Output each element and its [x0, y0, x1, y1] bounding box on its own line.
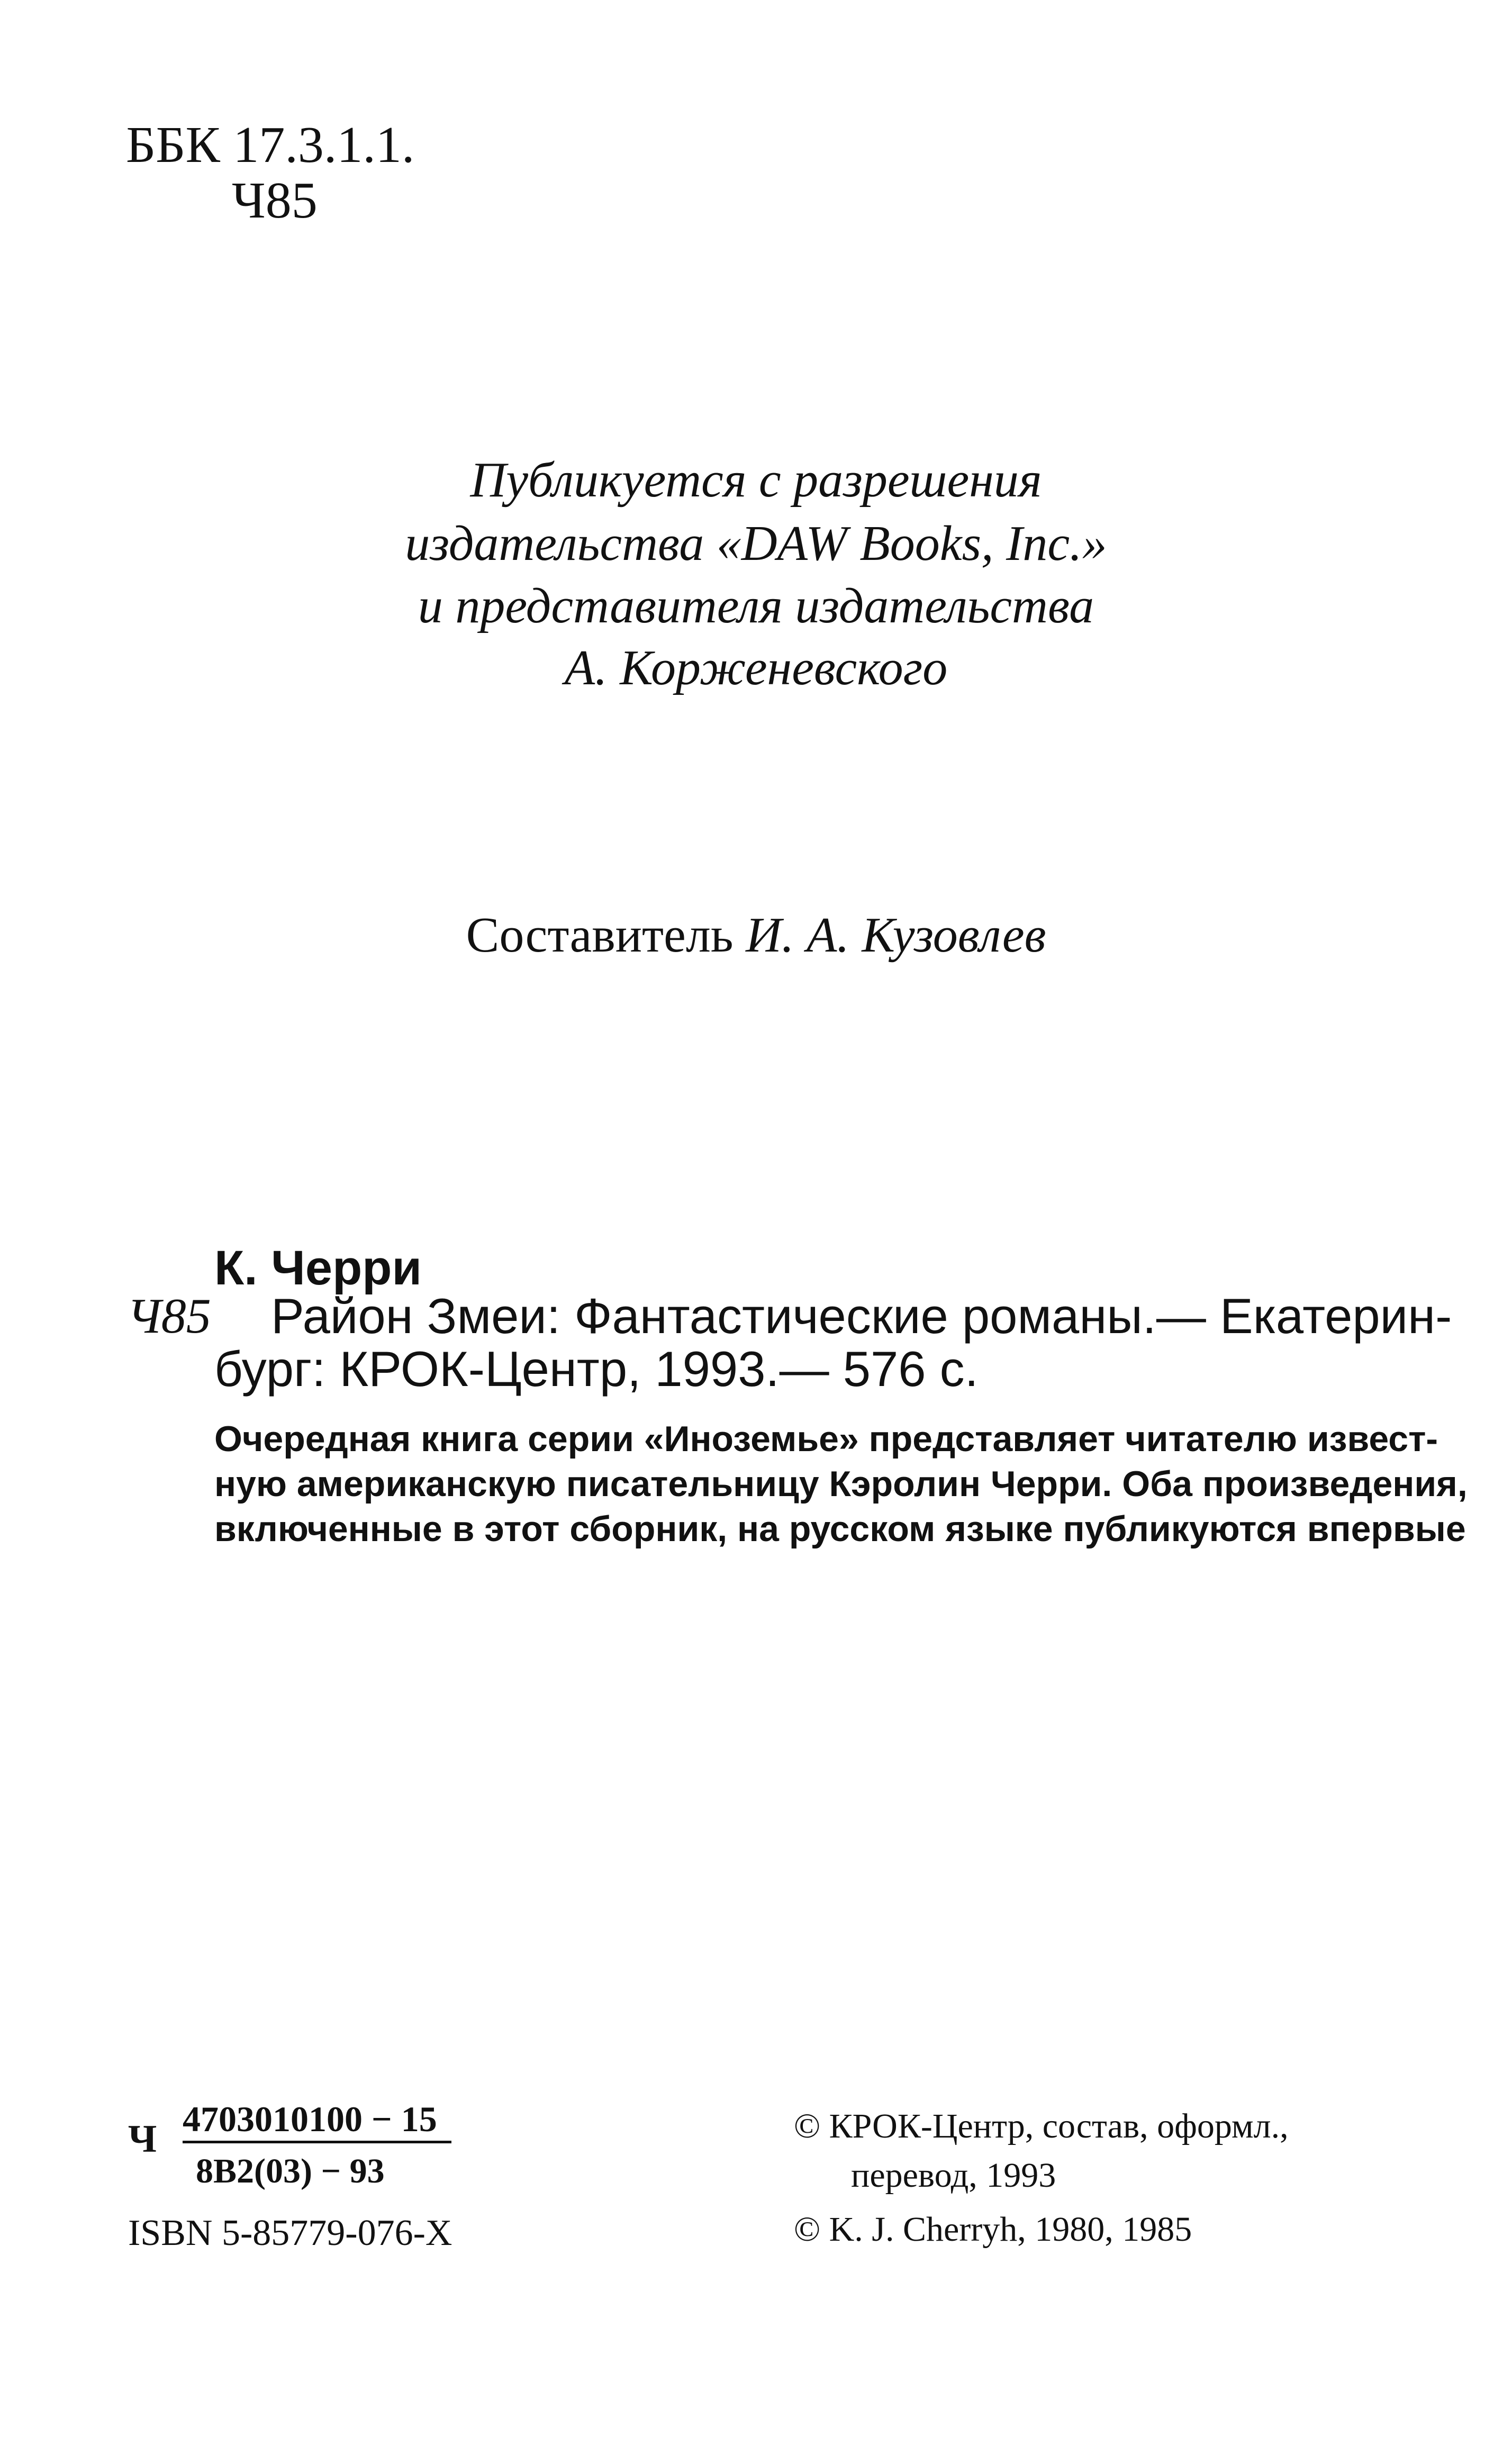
catalog-title-line-1: Район Змеи: Фантастические романы.— Екатерин-: [271, 1288, 1452, 1344]
copyright-line-2: перевод, 1993: [851, 2156, 1056, 2195]
permission-line-1: Публикуется с разрешения: [470, 452, 1042, 508]
compiler-label: Составитель: [466, 908, 734, 963]
index-denominator: 8В2(03) − 93: [196, 2152, 385, 2190]
author-code: Ч85: [232, 172, 318, 229]
catalog-author: К. Черри: [214, 1241, 422, 1295]
catalog-title-line-2: бург: КРОК-Центр, 1993.— 576 с.: [214, 1341, 979, 1397]
permission-line-4: А. Корженевского: [564, 640, 948, 695]
annotation-line-1: Очередная книга серии «Иноземье» представляет читателю извест-: [214, 1419, 1438, 1459]
bbk-classification: ББК 17.3.1.1.: [126, 116, 415, 174]
index-numerator: 4703010100 − 15: [183, 2099, 437, 2139]
copyright-line-3: © K. J. Cherryh, 1980, 1985: [794, 2210, 1192, 2249]
permission-line-3: и представителя издательства: [418, 578, 1094, 633]
index-prefix: Ч: [128, 2117, 157, 2161]
permission-line-2: издательства «DAW Books, Inc.»: [405, 516, 1107, 571]
catalog-code: Ч85: [127, 1289, 211, 1344]
annotation-line-3: включенные в этот сборник, на русском языке публикуются впервые: [214, 1509, 1466, 1549]
compiler-name: И. А. Кузовлев: [746, 908, 1046, 963]
index-fraction-rule: [183, 2141, 451, 2143]
copyright-line-1: © КРОК-Центр, состав, оформл.,: [794, 2107, 1289, 2145]
annotation-line-2: ную американскую писательницу Кэролин Черри. Оба произведения,: [214, 1464, 1468, 1504]
compiler-credit: [0, 908, 1512, 963]
isbn: ISBN 5-85779-076-X: [128, 2213, 452, 2253]
